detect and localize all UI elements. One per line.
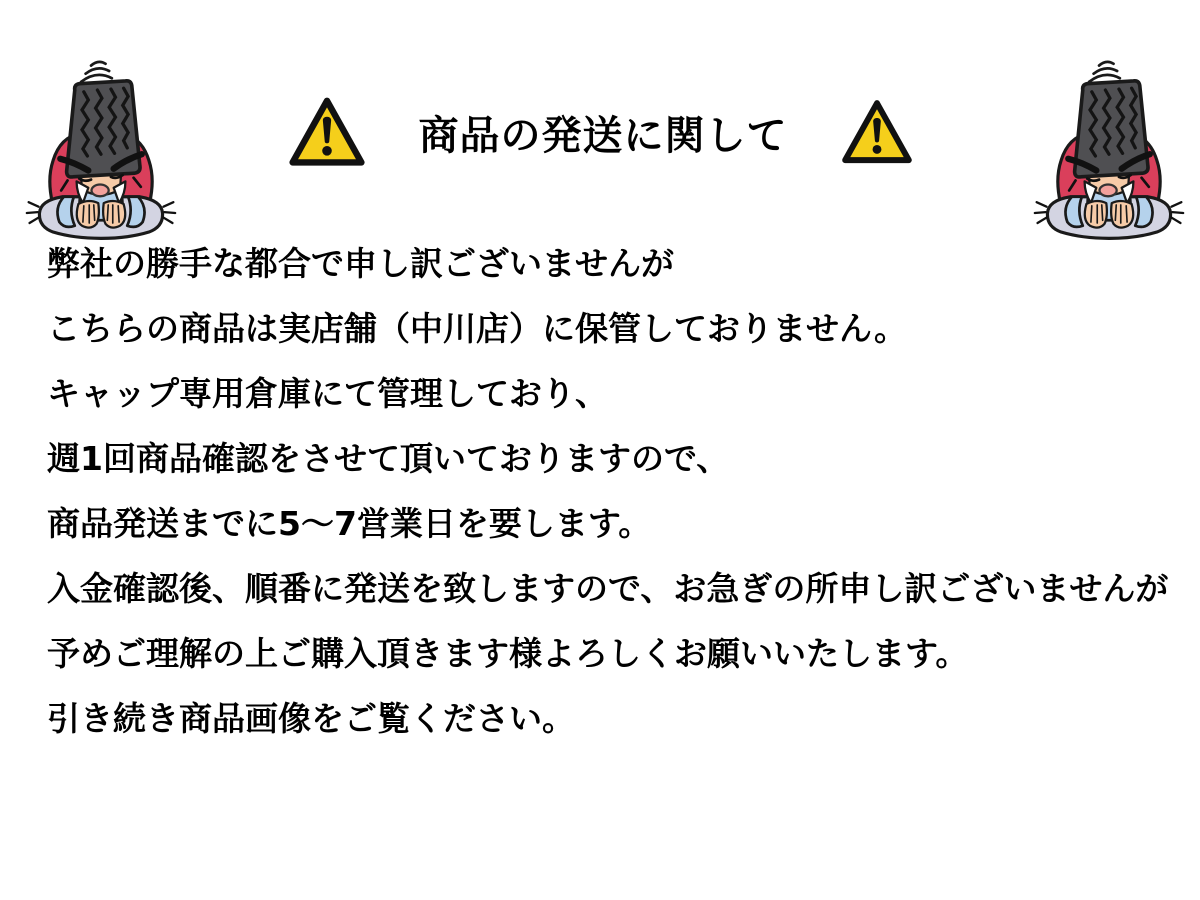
warning-triangle-icon [287, 94, 367, 170]
notice-line: 入金確認後、順番に発送を致しますので、お急ぎの所申し訳ございませんが [47, 569, 1169, 608]
shipping-notice [47, 244, 1180, 764]
notice-line: キャップ専用倉庫にて管理しており、 [47, 374, 608, 413]
notice-line: 弊社の勝手な都合で申し訳ございませんが [47, 244, 674, 283]
notice-line: 週1回商品確認をさせて頂いておりますので、 [47, 439, 730, 478]
notice-line: こちらの商品は実店舗（中川店）に保管しておりません。 [47, 309, 907, 348]
page-title: 商品の発送に関して [418, 112, 788, 159]
notice-line: 商品発送までに5～7営業日を要します。 [47, 504, 652, 543]
warning-triangle-icon [840, 97, 914, 167]
notice-line: 引き続き商品画像をご覧ください。 [47, 699, 575, 738]
notice-line: 予めご理解の上ご購入頂きます様よろしくお願いいたします。 [47, 634, 969, 673]
header [0, 94, 1200, 170]
